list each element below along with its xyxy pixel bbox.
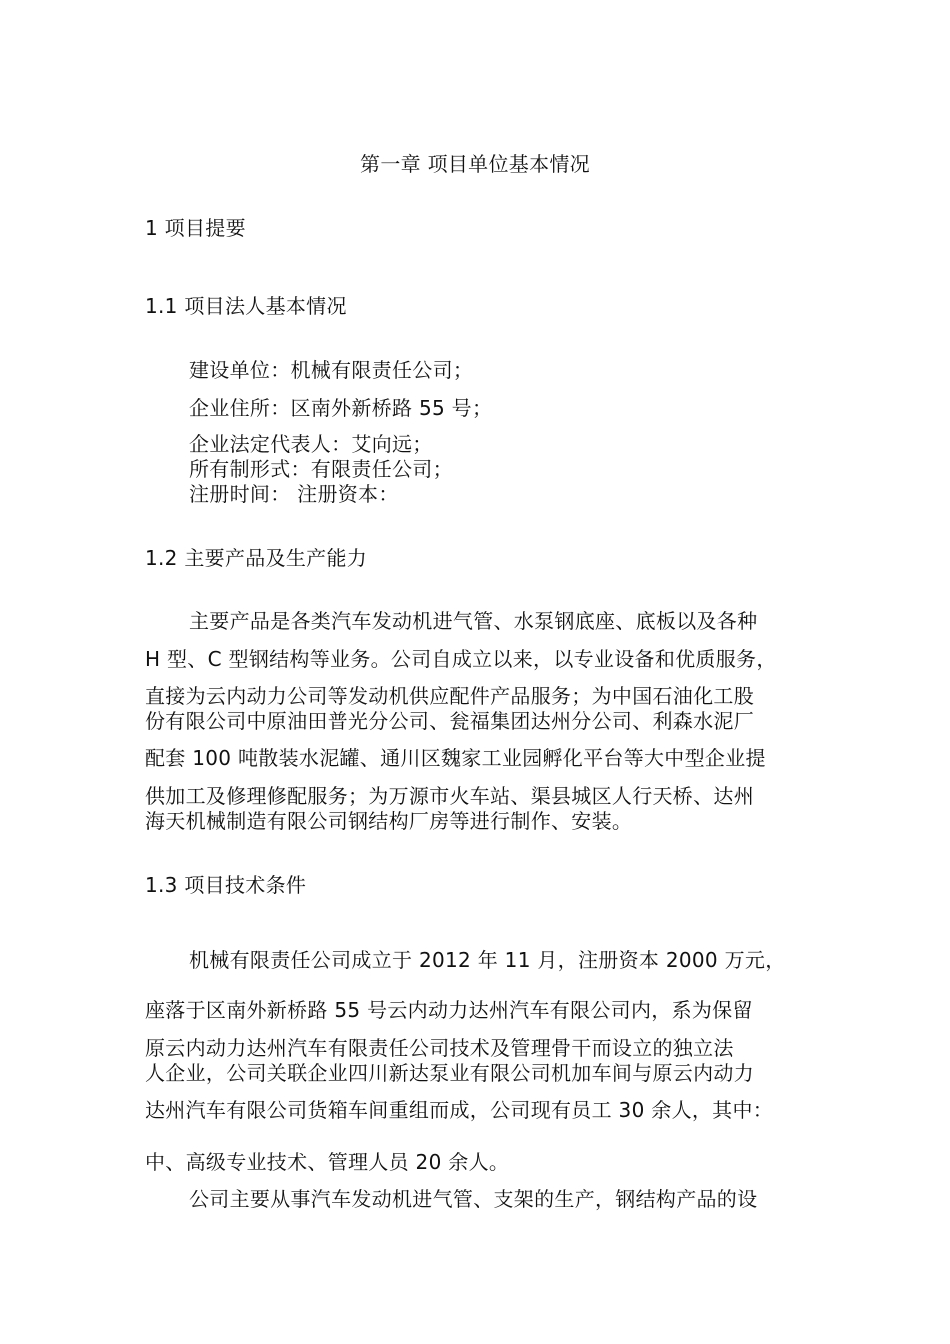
field-ownership-form: 所有制形式：有限责任公司； (189, 457, 453, 481)
paragraph-line: 海天机械制造有限公司钢结构厂房等进行制作、安装。 (145, 809, 633, 833)
paragraph-line: 主要产品是各类汽车发动机进气管、水泵钢底座、底板以及各种 (189, 609, 758, 633)
field-address: 企业住所：区南外新桥路 55 号； (189, 396, 493, 420)
paragraph-line: H 型、C 型钢结构等业务。公司自成立以来，以专业设备和优质服务， (145, 647, 777, 671)
paragraph-line: 达州汽车有限公司货箱车间重组而成，公司现有员工 30 余人，其中： (145, 1098, 774, 1122)
field-legal-representative: 企业法定代表人：艾向远； (189, 432, 433, 456)
paragraph-line: 原云内动力达州汽车有限责任公司技术及管理骨干而设立的独立法 (145, 1036, 734, 1060)
paragraph-line: 人企业，公司关联企业四川新达泵业有限公司机加车间与原云内动力 (145, 1061, 754, 1085)
paragraph-line: 机械有限责任公司成立于 2012 年 11 月，注册资本 2000 万元， (189, 948, 786, 972)
paragraph-line: 配套 100 吨散装水泥罐、通川区魏家工业园孵化平台等大中型企业提 (145, 746, 766, 770)
paragraph-line: 中、高级专业技术、管理人员 20 余人。 (145, 1150, 510, 1174)
paragraph-line: 直接为云内动力公司等发动机供应配件产品服务；为中国石油化工股 (145, 684, 754, 708)
paragraph-line: 公司主要从事汽车发动机进气管、支架的生产，钢结构产品的设 (189, 1187, 758, 1211)
section-1-2-heading: 1.2 主要产品及生产能力 (145, 546, 368, 570)
paragraph-line: 座落于区南外新桥路 55 号云内动力达州汽车有限公司内，系为保留 (145, 998, 753, 1022)
section-1-heading: 1 项目提要 (145, 216, 246, 240)
section-1-3-heading: 1.3 项目技术条件 (145, 873, 307, 897)
chapter-title: 第一章 项目单位基本情况 (360, 152, 590, 176)
field-registration: 注册时间： 注册资本： (189, 482, 399, 506)
section-1-1-heading: 1.1 项目法人基本情况 (145, 294, 347, 318)
paragraph-line: 供加工及修理修配服务；为万源市火车站、渠县城区人行天桥、达州 (145, 784, 754, 808)
paragraph-line: 份有限公司中原油田普光分公司、瓮福集团达州分公司、利森水泥厂 (145, 709, 754, 733)
field-construction-unit: 建设单位：机械有限责任公司； (189, 358, 474, 382)
